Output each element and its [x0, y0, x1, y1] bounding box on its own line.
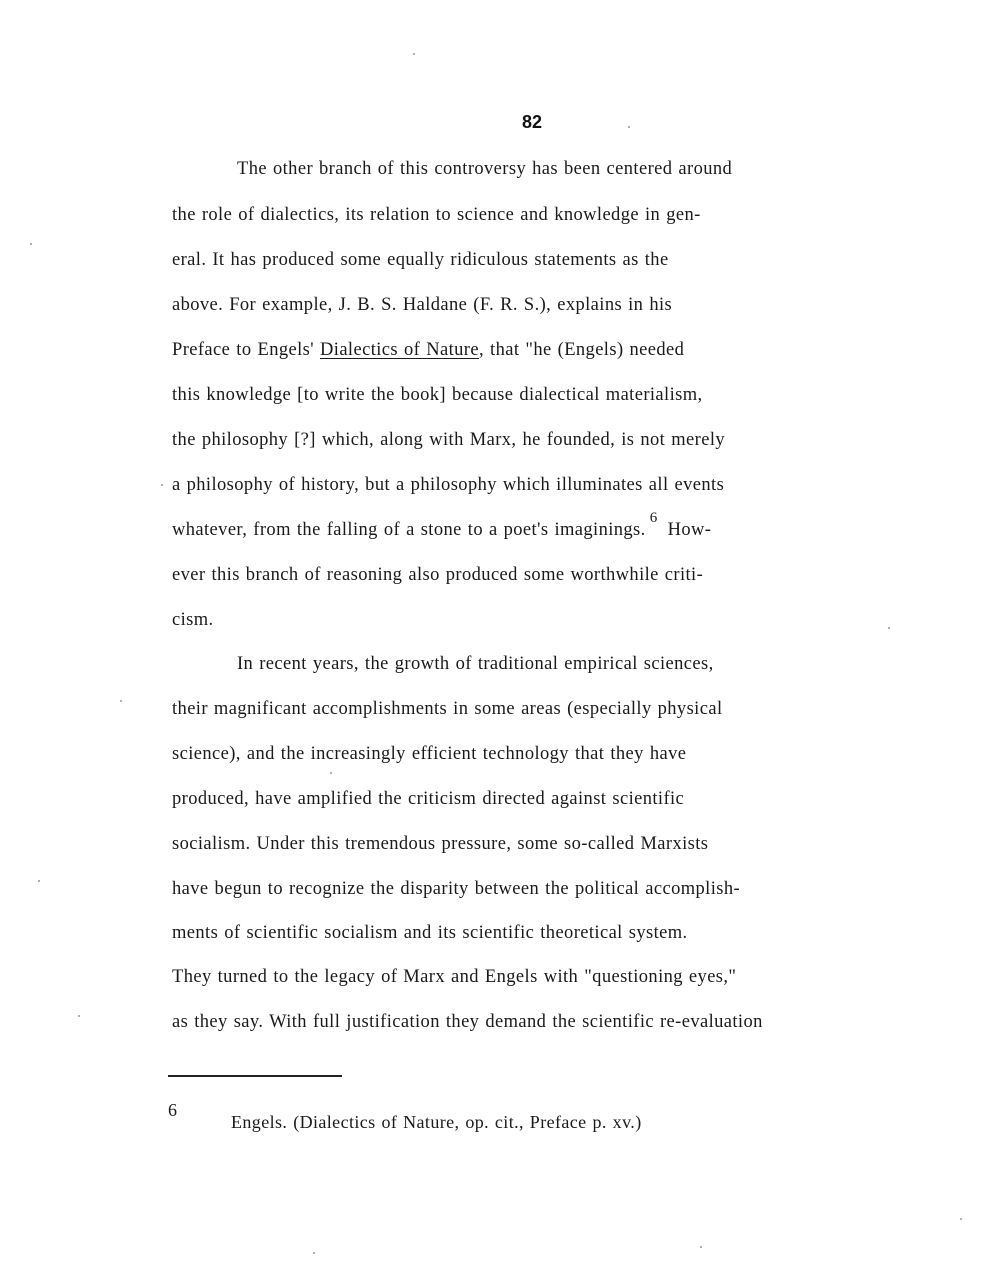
text-line: In recent years, the growth of traditional empirical sciences,	[237, 654, 714, 674]
text-line: the role of dialectics, its relation to science and knowledge in gen-	[172, 205, 701, 225]
scan-speck	[888, 627, 890, 629]
scan-speck	[628, 126, 630, 128]
text-line: have begun to recognize the disparity between the political accomplish-	[172, 879, 741, 899]
text-segment: How-	[667, 520, 712, 540]
scan-speck	[313, 1252, 315, 1254]
text-segment: , that "he (Engels) needed	[478, 340, 685, 360]
page-number: 82	[522, 112, 543, 132]
scan-speck	[78, 1015, 80, 1017]
text-line: their magnificant accomplishments in some areas (especially physical	[172, 699, 723, 719]
text-line: The other branch of this controversy has been centered around	[237, 159, 733, 179]
text-line: a philosophy of history, but a philosophy which illuminates all events	[172, 475, 725, 495]
text-line: They turned to the legacy of Marx and Engels with "questioning eyes,"	[172, 967, 737, 987]
scan-speck	[413, 53, 415, 55]
text-line: as they say. With full justification they demand the scientific re-evaluation	[172, 1012, 763, 1032]
text-line: ments of scientific socialism and its scientific theoretical system.	[172, 923, 688, 943]
text-line: socialism. Under this tremendous pressure, some so-called Marxists	[172, 834, 709, 854]
text-line: science), and the increasingly efficient technology that they have	[172, 744, 687, 764]
text-line: the philosophy [?] which, along with Marx, he founded, is not merely	[172, 430, 726, 450]
text-line	[172, 339, 684, 361]
scan-speck	[161, 484, 163, 486]
footnote-reference: 6	[649, 510, 658, 526]
text-line: above. For example, J. B. S. Haldane (F. R. S.), explains in his	[172, 295, 673, 315]
text-segment: Preface to Engels'	[172, 340, 314, 360]
text-line: eral. It has produced some equally ridiculous statements as the	[172, 250, 669, 270]
text-line: ever this branch of reasoning also produced some worthwhile criti-	[172, 565, 704, 585]
scan-speck	[330, 772, 332, 774]
book-title-underlined: Dialectics of Nature	[320, 340, 479, 360]
scan-speck	[30, 243, 32, 245]
text-segment: whatever, from the falling of a stone to a poet's imaginings.	[172, 520, 646, 540]
text-line: cism.	[172, 610, 214, 630]
text-line: produced, have amplified the criticism directed against scientific	[172, 789, 685, 809]
footnote-divider	[168, 1075, 342, 1077]
scan-speck	[38, 880, 40, 882]
text-line: this knowledge [to write the book] because dialectical materialism,	[172, 385, 703, 405]
text-line	[172, 510, 712, 542]
footnote-text: Engels. (Dialectics of Nature, op. cit., Preface p. xv.)	[231, 1112, 642, 1132]
footnote-marker: 6	[168, 1100, 177, 1120]
scan-speck	[120, 700, 122, 702]
scan-speck	[960, 1218, 962, 1220]
scan-speck	[700, 1246, 702, 1248]
